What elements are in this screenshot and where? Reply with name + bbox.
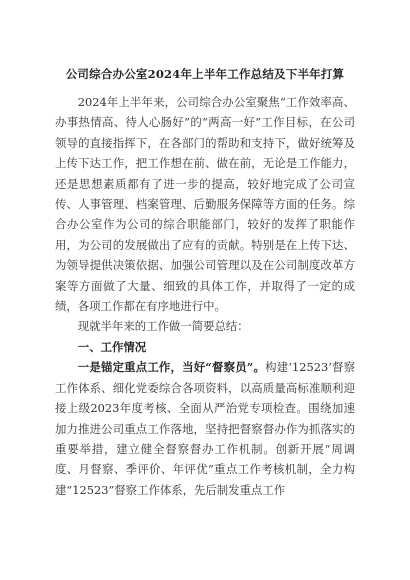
paragraph-item-1 xyxy=(55,357,355,500)
paragraph-intro: 2024年上半年来，公司综合办公室聚焦“工作效率高、办事热情高、待人心肠好”的“两高一好”工作目标，在公司领导的直接指挥下，在各部门的帮助和支持下，做好统筹及上传下达工作，把工作想在前、做在前，无论是工作能力，还是思想素质都有了进一步的提高，较好地完成了公司宣传、人事管理、档案管理、后勤服务保障等方面的任务。综合办公室作为公司的综合职能部门，较好的发挥了职能作用，为公司的发展做出了应有的贡献。特别是在上传下达、为领导提供决策依据、加强公司管理以及在公司制度改革方案等方面做了大量、细致的具体工作，并取得了一定的成绩，各项工作都在有序地进行中。 xyxy=(55,95,355,314)
paragraph-summary-lead: 现就半年来的工作做一简要总结： xyxy=(77,319,249,334)
item-1-lead: 一是锚定重点工作，当好“督察员”。 xyxy=(77,360,266,375)
document-title: 公司综合办公室2024年上半年工作总结及下半年打算 xyxy=(65,67,345,81)
document-body xyxy=(55,92,355,500)
item-1-text: 构建‘12523’督察工作体系、细化党委综合各项资料，以高质量高标准顺利迎接上级2023年度考核、全面从严治党专项检查。围绕加速加力推进公司重点工作落地，坚持把督察督办作为抓落实的重要举措，建立健全督察督办工作机制。创新开展“周调度、月督察、季评价、年评优”重点工作考核机制，全力构建“12523”督察工作体系，先后制发重点工作 xyxy=(55,360,355,497)
section-heading: 一、工作情况 xyxy=(77,339,147,354)
